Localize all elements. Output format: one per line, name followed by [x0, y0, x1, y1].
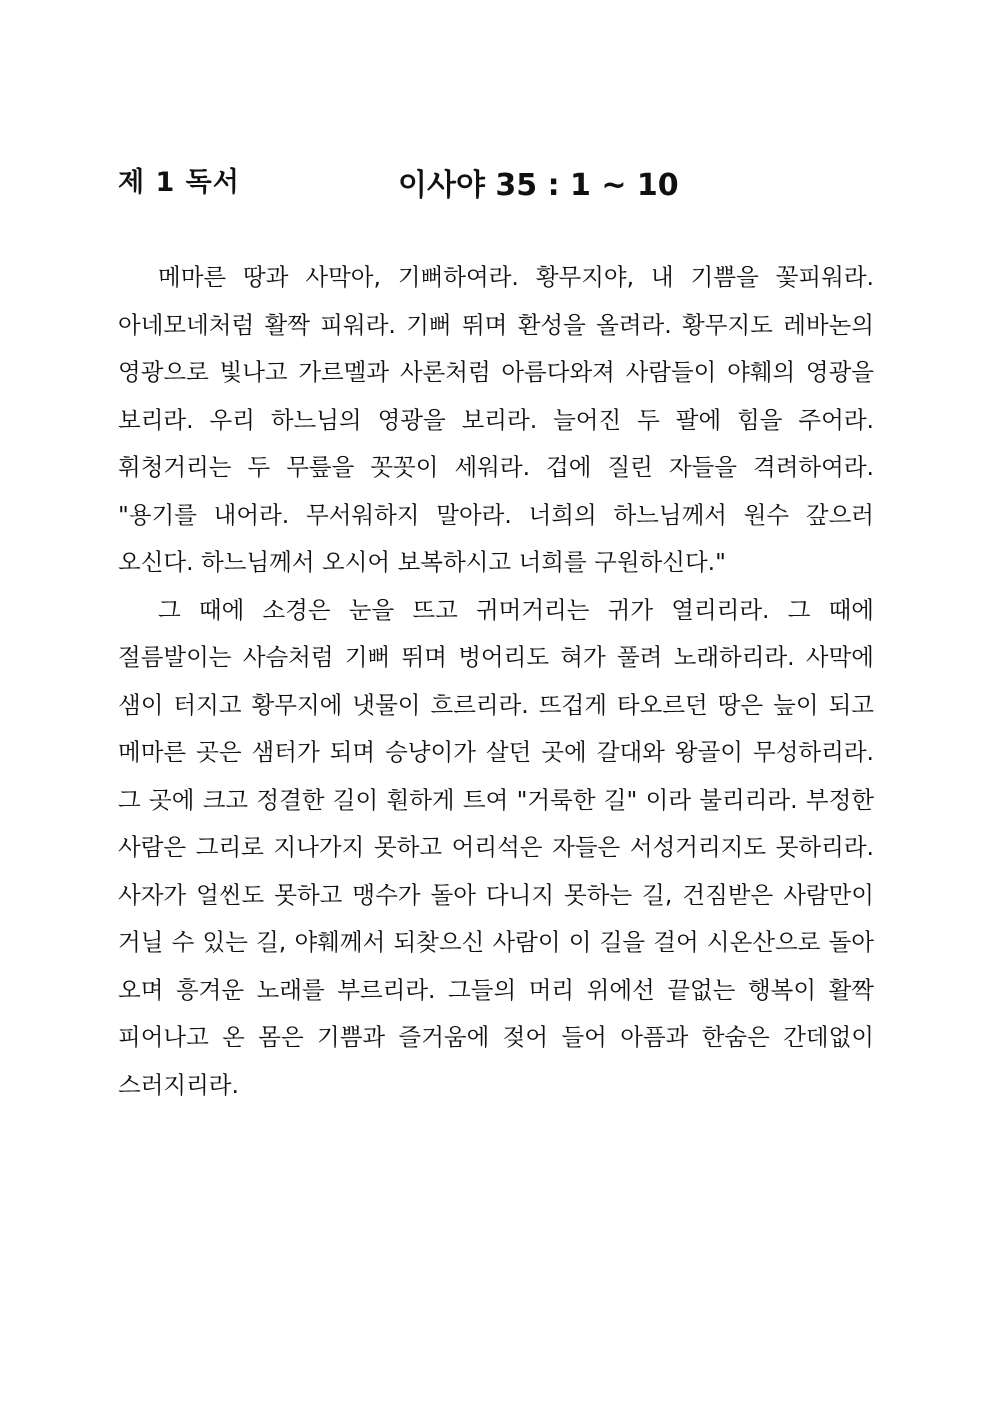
paragraph-1: 메마른 땅과 사막아, 기뻐하여라. 황무지야, 내 기쁨을 꽃피워라. 아네모네처럼 활짝 피워라. 기뻐 뛰며 환성을 올려라. 황무지도 레바논의 영광으로 빛나고 가르멜과 사론처럼 아름다와져 사람들이 야훼의 영광을 보리라. 우리 하느님의 영광을 보리라. 늘어진 두 팔에 힘을 주어라. 휘청거리는 두 무릎을 꼿꼿이 세워라. 겁에 질린 자들을 격려하여라. "용기를 내어라. 무서워하지 말아라. 너희의 하느님께서 원수 갚으러 오신다. 하느님께서 오시어 보복하시고 너희를 구원하신다."	[118, 263, 874, 576]
reading-heading	[118, 160, 878, 206]
scripture-reference: 이사야 35 : 1 ~ 10	[398, 168, 679, 203]
reading-text	[118, 254, 874, 1109]
reading-label: 제 1 독서	[118, 167, 240, 198]
paragraph-2: 그 때에 소경은 눈을 뜨고 귀머거리는 귀가 열리리라. 그 때에 절름발이는 사슴처럼 기뻐 뛰며 벙어리도 혀가 풀려 노래하리라. 사막에 샘이 터지고 황무지에 냇물이 흐르리라. 뜨겁게 타오르던 땅은 늪이 되고 메마른 곳은 샘터가 되며 승냥이가 살던 곳에 갈대와 왕골이 무성하리라. 그 곳에 크고 정결한 길이 훤하게 트여 "거룩한 길" 이라 불리리라. 부정한 사람은 그리로 지나가지 못하고 어리석은 자들은 서성거리지도 못하리라. 사자가 얼씬도 못하고 맹수가 돌아 다니지 못하는 길, 건짐받은 사람만이 거닐 수 있는 길, 야훼께서 되찾으신 사람이 이 길을 걸어 시온산으로 돌아 오며 흥겨운 노래를 부르리라. 그들의 머리 위에선 끝없는 행복이 활짝 피어나고 온 몸은 기쁨과 즐거움에 젖어 들어 아픔과 한숨은 간데없이 스러지리라.	[118, 595, 874, 1099]
